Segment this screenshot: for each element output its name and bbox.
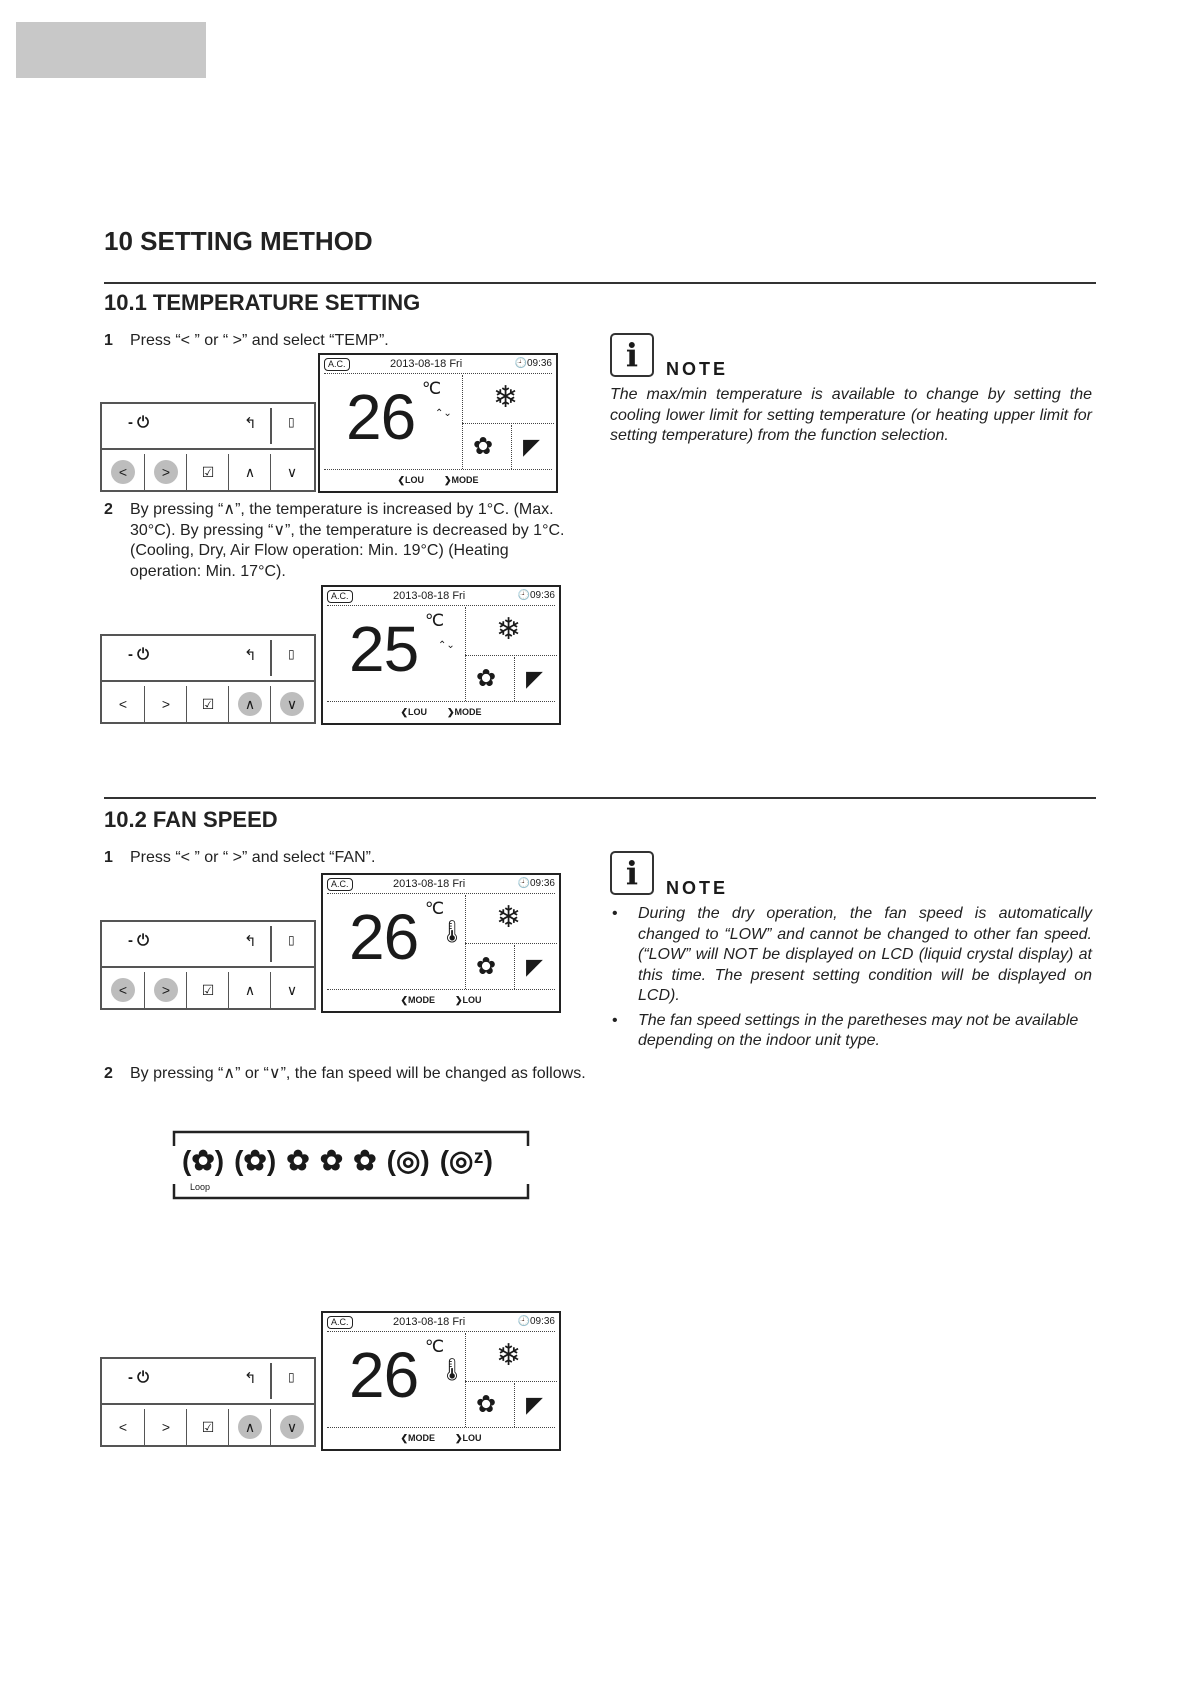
fan-speed-icon: ✿: [286, 1145, 310, 1176]
fan-icon: ✿: [476, 665, 497, 692]
note-label: NOTE: [666, 359, 729, 379]
note-bullets: [610, 904, 1092, 1052]
left-button[interactable]: <: [118, 1419, 128, 1435]
step-1-temp: 1 Press “< ” or “ >” and select “TEMP”.: [104, 332, 389, 349]
left-button[interactable]: <: [102, 454, 144, 490]
down-button[interactable]: ∨: [270, 972, 313, 1008]
remote-control: [100, 402, 316, 492]
lcd-display: A.C. 2013-08-18 Fri 🕘09:36 26 ℃ 🌡 ❄ ✿ ◤ ❮MODE ❯LOU: [321, 873, 561, 1013]
right-button[interactable]: >: [144, 454, 187, 490]
back-button[interactable]: ↰: [244, 415, 257, 432]
remote-control: - ⏻ ↰ ▯ < > ☑ ∧ ∨: [100, 1357, 316, 1447]
confirm-button[interactable]: ☑: [186, 686, 229, 722]
snowflake-icon: ❄: [493, 381, 519, 414]
right-button[interactable]: >: [144, 972, 187, 1008]
lcd-display: A.C. 2013-08-18 Fri 🕘09:36 26 ℃ 🌡 ❄ ✿ ◤ ❮MODE ❯LOU: [321, 1311, 561, 1451]
down-button[interactable]: ∨: [270, 1409, 313, 1445]
lcd-display: A.C. 2013-08-18 Fri 🕘09:36 26 ℃ ⌃⌄ ❄ ✿ ◤ ❮LOU ❯MODE: [318, 353, 558, 493]
fan-speed-icon: (◎): [386, 1145, 430, 1176]
note-bullet: • The fan speed settings in the paretheses may not be available depending on the indoor unit type.: [610, 1011, 1092, 1052]
fan-icon: ✿: [476, 953, 497, 980]
section-title-fan: 10.2 FAN SPEED: [104, 807, 278, 832]
menu-button[interactable]: ▯: [288, 415, 295, 429]
right-button[interactable]: >: [144, 686, 187, 722]
remote-control: - ⏻ ↰ ▯ < > ☑ ∧ ∨: [100, 634, 316, 724]
temperature-value: 25: [349, 613, 419, 685]
fan-speed-icon: ✿: [319, 1145, 344, 1176]
fan-speed-icon: (◎ᶻ): [439, 1145, 493, 1176]
up-button[interactable]: ∧: [228, 454, 271, 490]
fan-speed-icon: (✿): [234, 1145, 277, 1176]
up-button[interactable]: ∧: [228, 686, 271, 722]
step-1-fan: 1 Press “< ” or “ >” and select “FAN”.: [104, 849, 376, 866]
left-button[interactable]: <: [102, 972, 144, 1008]
up-button[interactable]: ∧: [228, 972, 271, 1008]
left-button[interactable]: <: [118, 696, 128, 712]
loop-label: Loop: [190, 1182, 211, 1192]
temperature-value: 26: [349, 901, 419, 973]
louver-icon: ◤: [523, 434, 540, 459]
louver-icon: ◤: [526, 1392, 543, 1417]
down-button[interactable]: ∨: [270, 454, 313, 490]
confirm-button[interactable]: ☑: [186, 1409, 229, 1445]
fan-speed-loop-diagram: [168, 1128, 532, 1202]
remote-control: - ⏻ ↰ ▯ < > ☑ ∧ ∨: [100, 920, 316, 1010]
thermometer-icon: 🌡: [438, 1357, 466, 1382]
louver-icon: ◤: [526, 954, 543, 979]
note-bullet: • During the dry operation, the fan speed is automatically changed to “LOW” and cannot be changed to other fan speed. (“LOW” will NOT be displayed on LCD (liquid crystal display) at this time. The present setting condition will be displayed on LCD).: [610, 904, 1092, 1007]
snowflake-icon: ❄: [496, 1339, 522, 1372]
temperature-value: 26: [349, 1339, 419, 1411]
temperature-value: 26: [346, 381, 416, 453]
up-down-icon: ⌃⌄: [438, 640, 455, 651]
section-title-temp: 10.1 TEMPERATURE SETTING: [104, 290, 421, 315]
fan-icon: ✿: [473, 433, 494, 460]
note-label: NOTE: [666, 878, 729, 898]
snowflake-icon: ❄: [496, 901, 522, 934]
right-button[interactable]: >: [144, 1409, 187, 1445]
fan-icon: ✿: [476, 1391, 497, 1418]
louver-icon: ◤: [526, 666, 543, 691]
lcd-display: A.C. 2013-08-18 Fri 🕘09:36 25 ℃ ⌃⌄ ❄ ✿ ◤ ❮LOU ❯MODE: [321, 585, 561, 725]
page-tab: [16, 22, 206, 78]
confirm-button[interactable]: ☑: [186, 972, 229, 1008]
up-down-icon: ⌃⌄: [435, 408, 452, 419]
info-icon: i: [610, 851, 654, 895]
note-text: The max/min temperature is available to change by setting the cooling lower limit for setting temperature (or heating upper limit for setting temperature) from the function selection.: [610, 386, 1092, 444]
snowflake-icon: ❄: [496, 613, 522, 646]
step-2-fan: 2 By pressing “∧” or “∨”, the fan speed will be changed as follows.: [104, 1065, 586, 1082]
divider: [104, 797, 1096, 799]
fan-speed-icon: ✿: [353, 1145, 377, 1176]
divider: [104, 282, 1096, 284]
info-icon: i: [610, 333, 654, 377]
down-button[interactable]: ∨: [270, 686, 313, 722]
up-button[interactable]: ∧: [228, 1409, 271, 1445]
step-2-temp: 2 By pressing “∧”, the temperature is increased by 1°C. (Max. 30°C). By pressing “∨”, the temperature is decreased by 1°C. (Cooling, Dry, Air Flow operation: Min. 19°C) (Heating operation: Min. 17°C).: [104, 501, 565, 580]
power-button[interactable]: - ⏻: [128, 414, 150, 431]
thermometer-icon: 🌡: [438, 919, 466, 944]
fan-speed-icon: (✿): [182, 1145, 225, 1176]
confirm-button[interactable]: ☑: [186, 454, 229, 490]
chapter-title: 10 SETTING METHOD: [104, 226, 373, 256]
